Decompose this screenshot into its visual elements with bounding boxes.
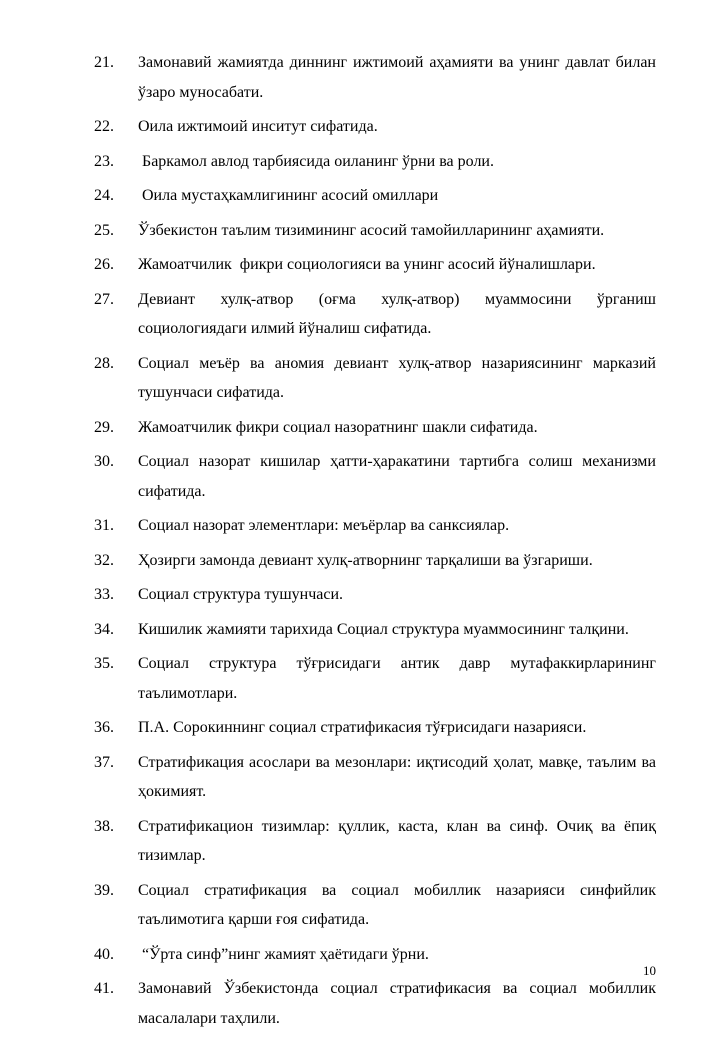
list-item (0, 876, 724, 935)
item-number: 34. (94, 620, 114, 638)
item-number: 25. (94, 221, 114, 239)
item-number: 31. (94, 517, 114, 534)
item-number: 30. (94, 453, 114, 470)
list-item (0, 580, 724, 610)
item-text: Социал структура тўғрисидаги антик давр мутафаккирларининг таълимотлари. (138, 655, 660, 702)
page-number: 10 (643, 963, 656, 978)
item-text: Оила мустаҳкамлигининг асосий омиллари (138, 187, 439, 204)
item-number: 24. (94, 187, 114, 204)
item-text: Стратификация асослари ва мезонлари: иқтисодий ҳолат, мавқе, таълим ва ҳокимият. (138, 753, 660, 800)
item-number: 37. (94, 753, 114, 771)
item-number: 23. (94, 152, 114, 170)
list-item (0, 48, 724, 107)
item-text: Ҳозирги замонда девиант хулқ-атворнинг тарқалиши ва ўзгариши. (138, 551, 593, 569)
item-text: Социал структура тушунчаси. (138, 586, 344, 603)
item-number: 32. (94, 551, 114, 569)
item-number: 36. (94, 719, 114, 736)
item-text: Замонавий Ўзбекистонда социал стратификасия ва социал мобиллик масалалари таҳлили. (138, 980, 660, 1027)
list-item (0, 250, 724, 280)
list-item (0, 511, 724, 541)
list-item (0, 112, 724, 142)
list-item (0, 285, 724, 344)
item-text: “Ўрта синф”нинг жамият ҳаётидаги ўрни. (138, 945, 429, 963)
list-item (0, 447, 724, 506)
item-text: Жамоатчилик фикри социал назоратнинг шакли сифатида. (138, 418, 538, 436)
list-item (0, 216, 724, 246)
list-item (0, 147, 724, 177)
list-item (0, 713, 724, 743)
item-number: 26. (94, 256, 114, 273)
list-item (0, 413, 724, 443)
list-item (0, 649, 724, 708)
item-text: Жамоатчилик фикри социологияси ва унинг асосий йўналишлари. (138, 256, 596, 273)
item-text: Социал стратификация ва социал мобиллик назарияси синфийлик таълимотига қарши ғоя сифатида. (138, 881, 660, 928)
item-text: Социал назорат кишилар ҳатти-ҳаракатини тартибга солиш механизми сифатида. (138, 453, 660, 500)
item-text: Оила ижтимоий инситут сифатида. (138, 118, 378, 135)
item-number: 29. (94, 418, 114, 436)
item-text: Ўзбекистон таълим тизимининг асосий тамойилларининг аҳамияти. (138, 221, 605, 239)
item-number: 22. (94, 118, 114, 135)
item-number: 39. (94, 881, 114, 899)
numbered-list (0, 48, 724, 1038)
item-text: Баркамол авлод тарбиясида оиланинг ўрни ва роли. (138, 152, 494, 170)
item-text: Замонавий жамиятда диннинг ижтимоий аҳамияти ва унинг давлат билан ўзаро муносабати. (138, 54, 660, 101)
item-text: Социал меъёр ва аномия девиант хулқ-атвор назариясининг марказий тушунчаси сифатида. (138, 354, 660, 401)
item-text: Социал назорат элементлари: меъёрлар ва санксиялар. (138, 517, 510, 534)
item-text: Девиант хулқ-атвор (оғма хулқ-атвор) муаммосини ўрганиш социологиядаги илмий йўналиш сифатида. (138, 290, 660, 337)
item-number: 41. (94, 980, 114, 997)
list-item (0, 546, 724, 576)
list-item (0, 748, 724, 807)
item-number: 28. (94, 354, 114, 372)
item-number: 27. (94, 290, 114, 308)
item-text: Стратификацион тизимлар: қуллик, каста, клан ва синф. Очиқ ва ёпиқ тизимлар. (138, 817, 660, 864)
item-number: 35. (94, 655, 114, 672)
list-item (0, 974, 724, 1033)
item-number: 38. (94, 817, 114, 835)
list-item (0, 349, 724, 408)
item-number: 33. (94, 586, 114, 603)
list-item (0, 615, 724, 645)
item-text: Кишилик жамияти тарихида Социал структура муаммосининг талқини. (138, 620, 629, 638)
list-item (0, 812, 724, 871)
item-text: П.А. Сорокиннинг социал стратификасия тўғрисидаги назарияси. (138, 719, 587, 736)
list-item (0, 940, 724, 970)
item-number: 21. (94, 54, 114, 71)
list-item (0, 181, 724, 211)
item-number: 40. (94, 945, 114, 963)
